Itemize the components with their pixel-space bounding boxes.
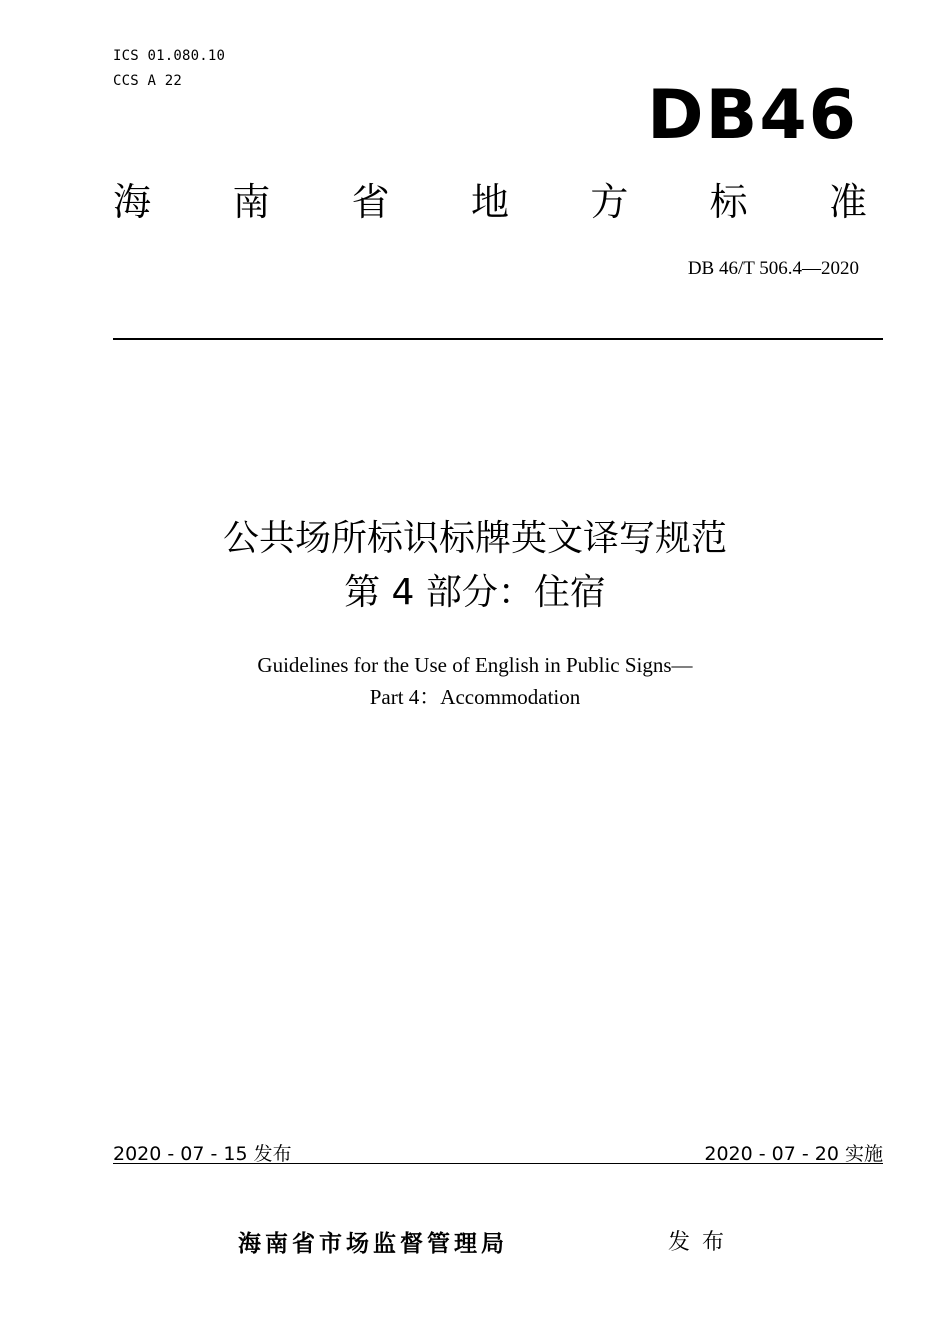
issuing-authority: 海南省市场监督管理局 [238, 1231, 508, 1257]
footer-divider [113, 1163, 883, 1164]
implementation-date: 2020 - 07 - 20 实施 [704, 1143, 883, 1165]
db-code-mark: DB46 [647, 76, 858, 155]
standard-type-char: 省 [351, 180, 390, 224]
issue-date: 2020 - 07 - 15 发布 [113, 1143, 292, 1165]
standard-type-char: 标 [709, 180, 748, 224]
publish-label: 发布 [668, 1230, 737, 1255]
standard-type-char: 准 [828, 180, 867, 224]
standard-type-char: 南 [232, 180, 271, 224]
ccs-code: CCS A 22 [113, 73, 183, 89]
standard-type-char: 方 [590, 180, 629, 224]
standard-type-char: 地 [470, 180, 509, 224]
standard-type-char: 海 [113, 180, 152, 224]
ics-code: ICS 01.080.10 [113, 48, 226, 64]
standard-number: DB 46/T 506.4—2020 [687, 258, 859, 279]
title-chinese-line-2: 第 4 部分：住宿 [344, 572, 606, 613]
standard-type-heading [113, 180, 867, 224]
title-chinese-line-1: 公共场所标识标牌英文译写规范 [222, 518, 727, 559]
title-english-line-1: Guidelines for the Use of English in Public Signs— [257, 653, 693, 677]
title-english-line-2: Part 4：Accommodation [369, 685, 581, 709]
header-divider [113, 338, 883, 340]
